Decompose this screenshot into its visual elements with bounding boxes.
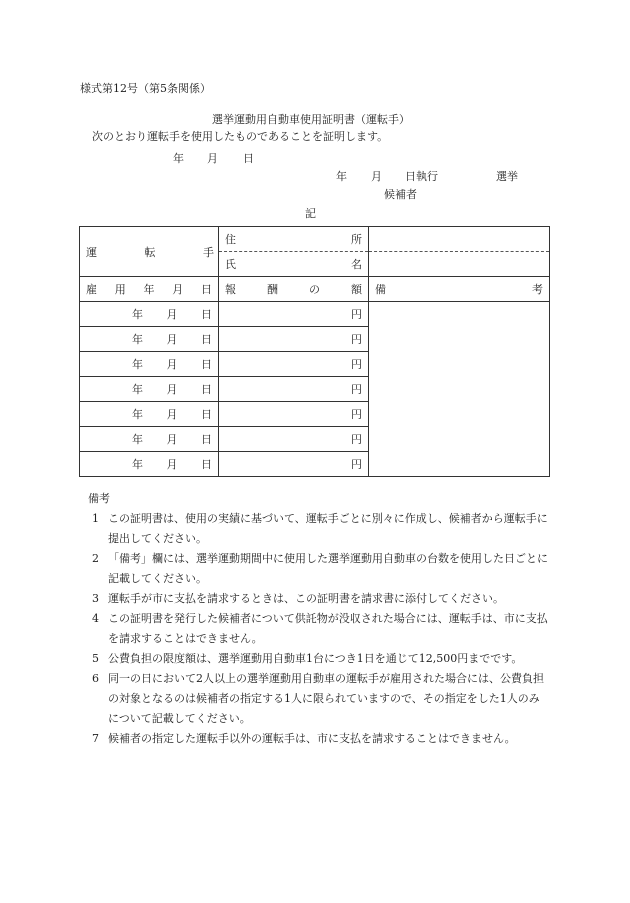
remarks-cell[interactable] [369, 302, 550, 477]
candidate-label: 候補者 [384, 188, 417, 201]
date-year: 年 [132, 308, 143, 321]
name-label-cell [219, 252, 369, 277]
date-month: 月 [166, 308, 178, 321]
note-item [80, 729, 550, 749]
hire-date-cell[interactable] [80, 352, 219, 377]
date-month: 月 [166, 433, 178, 446]
note-text: この証明書を発行した候補者について供託物が没収された場合には、運転手は、市に支払を請求することはできません。 [108, 612, 548, 645]
note-number: 1 [92, 512, 99, 525]
notes-section [80, 489, 550, 749]
date-year: 年 [132, 408, 143, 421]
note-number: 4 [92, 612, 99, 625]
intro-text: 次のとおり運転手を使用したものであることを証明します。 [92, 130, 389, 143]
header-char: の [309, 283, 320, 296]
reward-cell[interactable] [219, 402, 369, 427]
note-text: 「備考」欄には、選挙運動期間中に使用した選挙運動用自動車の台数を使用した日ごとに記載してください。 [108, 552, 548, 585]
election-day: 日執行 [405, 170, 438, 183]
name-label-char: 氏 [225, 258, 236, 271]
remarks-header [369, 277, 550, 302]
address-value[interactable] [369, 227, 550, 252]
note-number: 6 [92, 672, 99, 685]
reward-cell[interactable] [219, 327, 369, 352]
note-item [80, 609, 550, 649]
note-number: 5 [92, 652, 99, 665]
driver-label-char: 手 [203, 245, 214, 259]
header-char: 月 [172, 283, 184, 296]
header-char: 用 [114, 283, 126, 296]
hire-date-cell[interactable] [80, 402, 219, 427]
date-rows [80, 302, 550, 477]
header-char: 額 [351, 283, 362, 296]
certificate-table [79, 226, 550, 477]
date-day: 日 [201, 333, 212, 346]
hire-date-cell[interactable] [80, 302, 219, 327]
header-char: 報 [225, 283, 236, 296]
hire-date-cell[interactable] [80, 427, 219, 452]
note-text: 公費負担の限度額は、選挙運動用自動車1台につき1日を通じて12,500円までです。 [108, 652, 523, 665]
note-number: 7 [92, 732, 99, 745]
reward-cell[interactable] [219, 427, 369, 452]
note-item [80, 549, 550, 589]
date-month: 月 [166, 358, 178, 371]
yen-unit: 円 [351, 458, 362, 471]
election-kind: 選挙 [496, 170, 518, 183]
header-char: 酬 [267, 283, 278, 296]
yen-unit: 円 [351, 333, 362, 346]
address-label-cell [219, 227, 369, 252]
name-value[interactable] [369, 252, 550, 277]
hire-date-cell[interactable] [80, 452, 219, 477]
yen-unit: 円 [351, 383, 362, 396]
header-char: 考 [532, 283, 543, 296]
election-year: 年 [336, 170, 347, 183]
header-char: 日 [201, 283, 212, 296]
date-day: 日 [201, 458, 212, 471]
driver-label-cell [80, 227, 219, 277]
note-item [80, 669, 550, 729]
reward-cell[interactable] [219, 377, 369, 402]
address-label-char: 住 [225, 233, 236, 246]
notes-list [80, 509, 550, 749]
yen-unit: 円 [351, 308, 362, 321]
date-day: 日 [201, 408, 212, 421]
document-title: 選挙運動用自動車使用証明書（運転手） [212, 113, 410, 126]
date-month: 月 [166, 333, 178, 346]
note-text: 同一の日において2人以上の選挙運動用自動車の運転手が雇用された場合には、公費負担の対象となるのは候補者の指定する1人に限られていますので、その指定をした1人のみについて記載してください。 [108, 672, 544, 725]
date-year: 年 [132, 383, 143, 396]
driver-label-char: 運 [86, 245, 97, 259]
date-month: 月 [166, 383, 178, 396]
note-number: 2 [92, 552, 99, 565]
date-day: 日 [201, 308, 212, 321]
date-year: 年 [132, 433, 143, 446]
note-item [80, 589, 550, 609]
hire-date-cell[interactable] [80, 377, 219, 402]
reward-cell[interactable] [219, 452, 369, 477]
date-month: 月 [207, 152, 218, 165]
reward-header [219, 277, 369, 302]
form-number: 様式第12号（第5条関係） [80, 82, 211, 95]
date-year: 年 [132, 333, 143, 346]
date-day: 日 [243, 152, 254, 165]
date-month: 月 [166, 458, 178, 471]
note-text: 候補者の指定した運転手以外の運転手は、市に支払を請求することはできません。 [108, 732, 516, 745]
date-year: 年 [173, 152, 184, 165]
reward-cell[interactable] [219, 302, 369, 327]
date-month: 月 [166, 408, 178, 421]
date-day: 日 [201, 358, 212, 371]
header-char: 雇 [86, 283, 97, 296]
notes-title: 備考 [88, 492, 110, 505]
note-item [80, 509, 550, 549]
note-text: 運転手が市に支払を請求するときは、この証明書を請求書に添付してください。 [108, 592, 504, 605]
hire-date-cell[interactable] [80, 327, 219, 352]
yen-unit: 円 [351, 358, 362, 371]
header-char: 年 [143, 283, 155, 296]
table-row [80, 302, 550, 327]
note-number: 3 [92, 592, 99, 605]
date-day: 日 [201, 383, 212, 396]
ki-label: 記 [305, 207, 316, 220]
address-label-char: 所 [351, 233, 362, 246]
header-char: 備 [375, 283, 386, 296]
yen-unit: 円 [351, 408, 362, 421]
note-item [80, 649, 550, 669]
election-month: 月 [371, 170, 382, 183]
note-text: この証明書は、使用の実績に基づいて、運転手ごとに別々に作成し、候補者から運転手に提出してください。 [108, 512, 548, 545]
yen-unit: 円 [351, 433, 362, 446]
name-label-char: 名 [351, 258, 362, 271]
reward-cell[interactable] [219, 352, 369, 377]
date-year: 年 [132, 358, 143, 371]
date-day: 日 [201, 433, 212, 446]
driver-label-char: 転 [144, 245, 156, 259]
date-year: 年 [132, 458, 143, 471]
hire-date-header [80, 277, 219, 302]
